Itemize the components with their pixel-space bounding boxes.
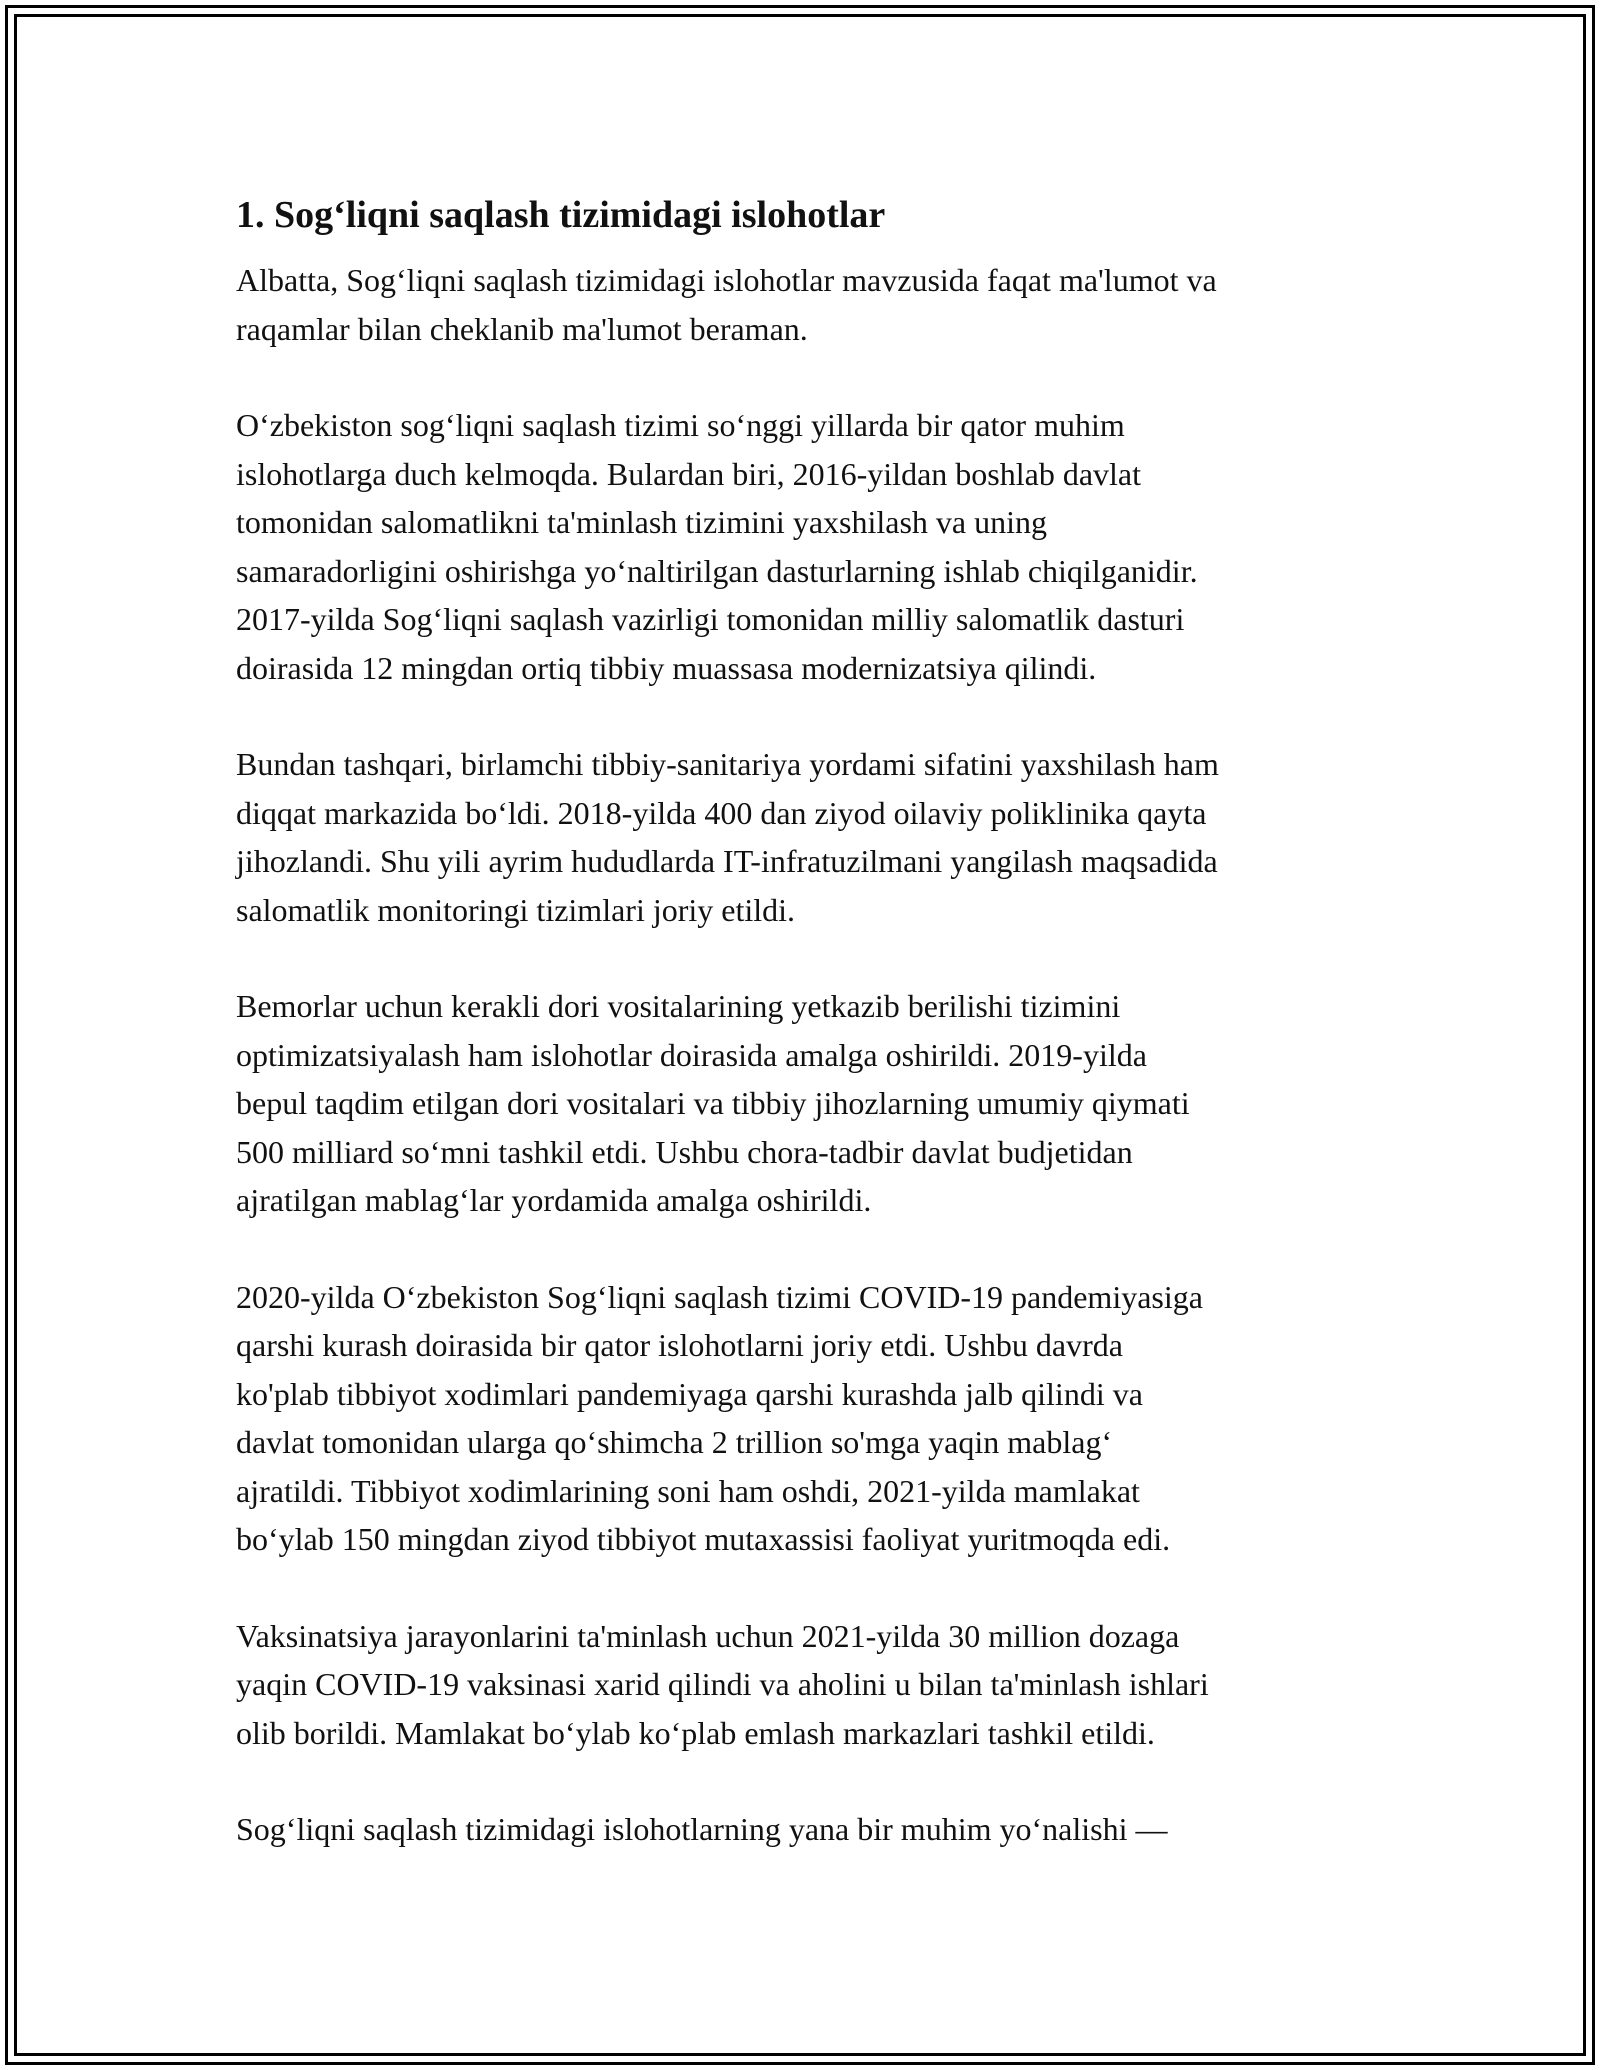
paragraph-medicine-supply: Bemorlar uchun kerakli dori vositalarining yetkazib berilishi tizimini optimizatsiyalash ham islohotlar doirasida amalga oshirildi. 2019-yilda bepul taqdim etilgan dori vositalari va tibbiy jihozlarning umumiy qiymati 500 milliard so‘mni tashkil etdi. Ushbu chora-tadbir davlat budjetidan ajratilgan mablag‘lar yordamida amalga oshirildi. (236, 988, 1190, 1218)
paragraph-vaccination: Vaksinatsiya jarayonlarini ta'minlash uchun 2021-yilda 30 million dozaga yaqin COVID-19 vaksinasi xarid qilindi va aholini u bilan ta'minlash ishlari olib borildi. Mamlakat bo‘ylab ko‘plab emlash markazlari tashkil etildi. (236, 1617, 1209, 1751)
paragraph-continuation: Sog‘liqni saqlash tizimidagi islohotlarning yana bir muhim yo‘nalishi — (236, 1811, 1168, 1847)
paragraph-primary-care: Bundan tashqari, birlamchi tibbiy-sanitariya yordami sifatini yaxshilash ham diqqat markazida bo‘ldi. 2018-yilda 400 dan ziyod oilaviy poliklinika qayta jihozlandi. Shu yili ayrim hududlarda IT-infratuzilmani yangilash maqsadida salomatlik monitoringi tizimlari joriy etildi. (236, 746, 1219, 928)
document-body (236, 188, 1386, 1902)
paragraph-intro: Albatta, Sog‘liqni saqlash tizimidagi islohotlar mavzusida faqat ma'lumot va raqamlar bilan cheklanib ma'lumot beraman. (236, 262, 1217, 347)
section-heading: 1. Sog‘liqni saqlash tizimidagi islohotlar (236, 194, 886, 236)
paragraph-covid-response: 2020-yilda O‘zbekiston Sog‘liqni saqlash tizimi COVID-19 pandemiyasiga qarshi kurash doirasida bir qator islohotlarni joriy etdi. Ushbu davrda ko'plab tibbiyot xodimlari pandemiyaga qarshi kurashda jalb qilindi va davlat tomonidan ularga qo‘shimcha 2 trillion so'mga yaqin mablag‘ ajratildi. Tibbiyot xodimlarining soni ham oshdi, 2021-yilda mamlakat bo‘ylab 150 mingdan ziyod tibbiyot mutaxassisi faoliyat yuritmoqda edi. (236, 1278, 1203, 1557)
paragraph-2016-2017-reforms: O‘zbekiston sog‘liqni saqlash tizimi so‘nggi yillarda bir qator muhim islohotlarga duch kelmoqda. Bulardan biri, 2016-yildan boshlab davlat tomonidan salomatlikni ta'minlash tizimini yaxshilash va uning samaradorligini oshirishga yo‘naltirilgan dasturlarning ishlab chiqilganidir. 2017-yilda Sog‘liqni saqlash vazirligi tomonidan milliy salomatlik dasturi doirasida 12 mingdan ortiq tibbiy muassasa modernizatsiya qilindi. (236, 407, 1198, 686)
